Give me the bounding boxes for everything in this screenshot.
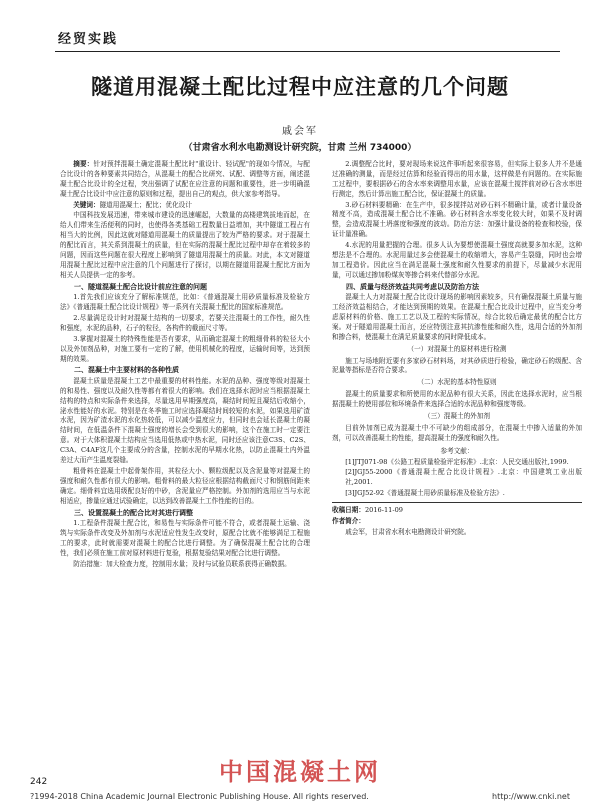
reference-item: [3]JGJ52-92《普通混凝土用砂质量标准及检验方法》. bbox=[345, 489, 505, 498]
abstract-text: 针对预拌混凝土确定混凝土配比时"重设计、轻试配"的现如今情况，与配合比设计的各种要素共同结合，从混凝土的配合比研究、试配、调整等方面，阐述混凝土配合比设计的全过程，突出强调了试配在应注意的问题和重要性，进一步明确混凝土配合比设计中应注意的原则和过程，提出自己的观点，供大家参考指导。 bbox=[60, 160, 310, 198]
received-label: 收稿日期： bbox=[332, 506, 365, 515]
right-paragraph: 4.水泥的用量把握的合理。很多人认为要想使混凝土强度高就要多加水泥，这种想法是不合理的。水泥用量过多会使混凝土的收缩增大，容易产生裂缝，同时也会增加工程造价。因此应当在满足混凝土强度和耐久性要求的前提下，尽量减少水泥用量，可以通过掺加粉煤灰等掺合料来代替部分水泥。 bbox=[332, 241, 582, 279]
watermark-text: 中国混凝土网 bbox=[219, 758, 381, 786]
abstract bbox=[60, 160, 310, 200]
keywords bbox=[60, 201, 310, 211]
subsection-1-paragraph: 施工与场地附近要有多家砂石材料场，对其砂质进行检验，确定砂石的级配、含泥量等指标是否符合要求。 bbox=[332, 356, 582, 375]
section-1-title: 一、隧道混凝土配合比设计前应注意的问题 bbox=[74, 282, 207, 291]
references-title: 参考文献： bbox=[440, 446, 474, 455]
subsection-3-paragraph: 目前外加剂已成为混凝土中不可缺少的组成部分，在混凝土中掺入适量的外加剂，可以改善混凝土的性能，提高混凝土的强度和耐久性。 bbox=[332, 423, 582, 442]
section-2-paragraph: 粗骨料在混凝土中起骨架作用，其粒径大小、颗粒级配以及含泥量等对混凝土的强度和耐久性都有很大的影响。粗骨料的最大粒径应根据结构截面尺寸和钢筋间距来确定。细骨料宜选用级配良好的中砂，含泥量应严格控制。外加剂的选用应当与水泥相适应，掺量应通过试验确定，以达到改善混凝土工作性能的目的。 bbox=[60, 466, 310, 505]
section-2-title: 二、混凝土中主要材料的各种性质 bbox=[74, 366, 179, 375]
received-date bbox=[332, 506, 582, 516]
author-affiliation: （甘肃省水利水电勘测设计研究院，甘肃 兰州 734000） bbox=[183, 143, 417, 153]
author-name: 戚会军 bbox=[282, 126, 318, 137]
page-number: 242 bbox=[30, 777, 48, 787]
left-column bbox=[60, 160, 310, 780]
copyright-text: ?1994-2018 China Academic Journal Electronic Publishing House. All rights reserved. bbox=[30, 792, 369, 801]
copyright-footer bbox=[30, 792, 570, 801]
subsection-3-title: （三）混凝土的外加剂 bbox=[424, 411, 490, 420]
section-3-paragraph: 防治措施：加大检查力度，控制用水量；及时与试验员联系获得正确数据。 bbox=[73, 559, 291, 568]
reference-item: [1]JTJ071-98《公路工程质量检验评定标准》.北京：人民交通出版社,1999. bbox=[345, 457, 569, 466]
references-rule bbox=[332, 502, 582, 503]
right-paragraph: 2.调整配合比时，要对现场来说这件事听起来很容易，但实际上很多人并不是通过准确的测量，而是经过估算和经验而得出的用水量，这样做是有问题的。在实际施工过程中，要根据砂石的含水率来调整用水量，应该在混凝土搅拌前对砂石含水率进行测定，然后计算出施工配合比，保证混凝土的质量。 bbox=[332, 160, 582, 198]
header-rule bbox=[55, 51, 560, 52]
subsection-2-title: （二）水泥的基本特性原则 bbox=[417, 378, 497, 387]
section-4-title: 四、质量与经济效益共同考虑以及防治方法 bbox=[346, 282, 479, 291]
section-3-title: 三、设置混凝土的配合比对其进行调整 bbox=[74, 508, 193, 517]
subsection-2-paragraph: 混凝土的质量要求和所使用的水泥品种有很大关系，因此在选择水泥时，应当根据混凝土的使用部位和环境条件来选择合适的水泥品种和强度等级。 bbox=[332, 390, 582, 409]
intro-paragraph: 中国科技发展迅速，带来城市建设的迅速崛起，大数量的高楼建筑拔地而起，在给人们带来生活便利的同时，也使得各类基础工程数量日益增加，其中隧道工程占有相当大的比例，因此这就对隧道用混凝土的质量提出了较为严格的要求。对于混凝土的配比而言，其关系到混凝土的质量，但在实际的混凝土配比过程中却存在着较多的问题，因而这些问题在很大程度上影响到了隧道用混凝土的质量。对此，本文对隧道用混凝土配比过程中应注意的几个问题进行了探讨，以期在隧道用混凝土配比方面为相关人员提供一定的参考。 bbox=[60, 211, 310, 279]
section-label: 经贸实践 bbox=[58, 32, 119, 47]
section-3-paragraph: 1.工程条件混凝土配合比，和易性与实际条件可能不符合，或者混凝土运输、浇筑与实际条件改变及外加剂与水泥适应性发生改变时，原配合比就不能够满足工程施工的要求，此时就需要对混凝土的配合比进行调整。为了确保混凝土配合比的合理性，我们必须在施工前对原材料进行复验，根据复验结果对配合比进行调整。 bbox=[60, 519, 310, 557]
section-1-item: 3.掌握对混凝土的特殊性能是否有要求，从而确定混凝土的粗细骨料的粒径大小以及外加剂品种，对施工要有一定的了解，使用机械化的程度，运输时间等，达到预期的效果。 bbox=[60, 334, 310, 363]
reference-item: [2]JGJ55-2000《普通混凝土配合比设计规程》.北京：中国建筑工业出版社,2001. bbox=[345, 468, 582, 487]
section-4-paragraph: 混凝土人力对混凝土配合比设计现场的影响因素较多，只有确保混凝土质量与施工经济效益相结合，才能达到预期的效果。在混凝土配合比设计过程中，应当充分考虑原材料的价格、施工工艺以及工程的实际情况，综合比较后确定最优的配合比方案。对于隧道用混凝土而言，还应特别注意其抗渗性能和耐久性，选用合适的外加剂和掺合料，使混凝土在满足质量要求的同时降低成本。 bbox=[332, 293, 582, 341]
keywords-text: 隧道用混凝土；配比；优化设计 bbox=[99, 200, 192, 209]
received-value: 2016-11-09 bbox=[364, 506, 403, 515]
article-title: 隧道用混凝土配比过程中应注意的几个问题 bbox=[91, 75, 509, 99]
right-column bbox=[332, 160, 582, 780]
abstract-label: 摘要： bbox=[73, 160, 94, 168]
author-bio bbox=[332, 517, 582, 527]
right-paragraph: 3.砂石材料要精确：在生产中，很多搅拌站对砂石料不精确计量，或者计量设备精度不高，造成混凝土配合比不准确。砂石材料含水率变化较大时，如果不及时调整，会造成混凝土坍落度和强度的波动。防治方法：加强计量设备的检查和校验，保证计量准确。 bbox=[332, 200, 582, 239]
keywords-label: 关键词： bbox=[73, 200, 100, 209]
section-1-item: 2.尽量满足设计时对混凝土结构的一切要求，若要关注混凝土的工作性，耐久性和强度，水泥的品种，石子的粒径，各构件的截面尺寸等。 bbox=[60, 313, 310, 332]
section-1-item: 1.首先我们应该充分了解标准规范，比如：《普通混凝土用砂质量标准及检验方法》《普通混凝土配合比设计规程》等一系列有关混凝土配比的国家标准规范。 bbox=[60, 293, 310, 312]
bio-label: 作者简介： bbox=[332, 517, 365, 525]
footer-url[interactable]: http://www.cnki.net bbox=[492, 792, 570, 801]
bio-text: 戚会军，甘肃省水利水电勘测设计研究院。 bbox=[345, 527, 471, 536]
section-2-paragraph: 混凝土质量是混凝土工艺中最重要的材料性能。水泥的品种、强度等级对混凝土的和易性、强度以及耐久性等都有着很大的影响。我们在选择水泥时应当根据混凝土结构的特点和实际条件来选择，尽量选用早期强度高，凝结时间短且凝结后收缩小，泌水性能好的水泥。特别是在冬季施工时应选择凝结时间较短的水泥，如果选用矿渣水泥，因为矿渣水泥的水化热较低，可以减少温度应力，但同时也会延长混凝土的凝结时间，在低温条件下混凝土强度的增长会受到很大的影响，这个在施工时一定要注意。对于大体积混凝土结构应当选用低热或中热水泥，同时还应该注意C3S、C2S、C3A、C4AF这几个主要成分的含量，控制水泥的早期水化热，以防止混凝土内外温差过大而产生温度裂缝。 bbox=[60, 376, 310, 465]
subsection-1-title: （一）对混凝土的原材料进行检测 bbox=[407, 344, 507, 353]
